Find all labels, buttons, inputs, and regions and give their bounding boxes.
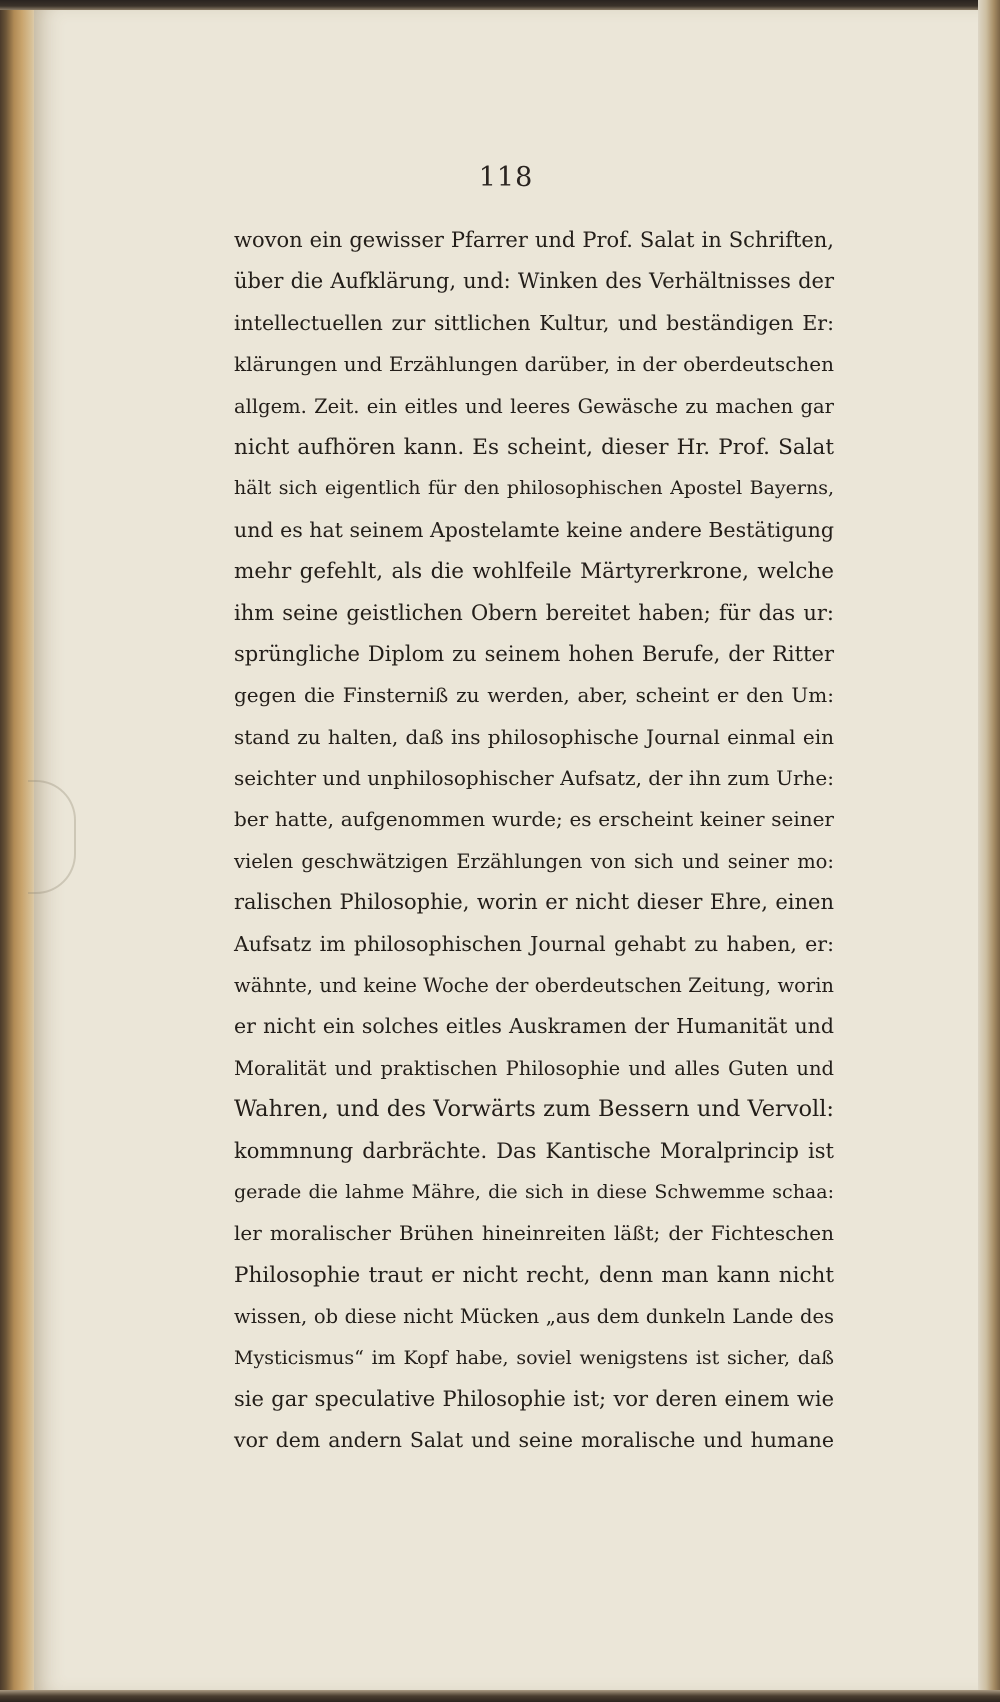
paper-stain: [28, 780, 76, 894]
text-line: Moralität und praktischen Philosophie und alles Guten und: [234, 1056, 834, 1080]
text-line: kommnung darbrächte. Das Kantische Moralprincip ist: [234, 1138, 834, 1163]
text-line: sie gar speculative Philosophie ist; vor deren einem wie: [234, 1386, 834, 1411]
text-line: ihm seine geistlichen Obern bereitet haben; für das ur:: [234, 600, 834, 625]
text-line: wissen, ob diese nicht Mücken „aus dem dunkeln Lande des: [234, 1305, 834, 1329]
body-text: [234, 220, 834, 1462]
text-line: vielen geschwätzigen Erzählungen von sich und seiner mo:: [234, 849, 834, 873]
text-line: ber hatte, aufgenommen wurde; es erscheint keiner seiner: [234, 807, 834, 832]
book-bottom-edge: [0, 1690, 1000, 1702]
book-page-edges: [978, 0, 1000, 1702]
text-line: Wahren, und des Vorwärts zum Bessern und Vervoll:: [234, 1096, 834, 1123]
text-line: stand zu halten, daß ins philosophische Journal einmal ein: [234, 724, 834, 749]
text-line: Philosophie traut er nicht recht, denn man kann nicht: [234, 1262, 834, 1288]
text-line: er nicht ein solches eitles Auskramen der Humanität und: [234, 1014, 834, 1039]
text-line: hält sich eigentlich für den philosophischen Apostel Bayerns,: [234, 477, 834, 500]
text-line: und es hat seinem Apostelamte keine andere Bestätigung: [234, 517, 834, 542]
text-line: wähnte, und keine Woche der oberdeutschen Zeitung, worin: [234, 974, 834, 998]
text-line: Mysticismus“ im Kopf habe, soviel wenigstens ist sicher, daß: [234, 1346, 834, 1369]
text-line: gegen die Finsterniß zu werden, aber, scheint er den Um:: [234, 683, 834, 708]
text-line: seichter und unphilosophischer Aufsatz, der ihn zum Urhe:: [234, 766, 834, 791]
page-number: 118: [478, 162, 534, 193]
text-line: gerade die lahme Mähre, die sich in diese Schwemme schaa:: [234, 1180, 834, 1203]
text-line: wovon ein gewisser Pfarrer und Prof. Salat in Schriften,: [234, 228, 834, 252]
text-line: vor dem andern Salat und seine moralische und humane: [234, 1428, 834, 1453]
text-line: über die Aufklärung, und: Winken des Verhältnisses der: [234, 269, 834, 294]
text-line: ler moralischer Brühen hineinreiten läßt; der Fichteschen: [234, 1221, 834, 1246]
text-line: intellectuellen zur sittlichen Kultur, und beständigen Er:: [234, 310, 834, 335]
text-line: allgem. Zeit. ein eitles und leeres Gewäsche zu machen gar: [234, 394, 834, 418]
book-top-edge: [0, 0, 1000, 10]
text-line: nicht aufhören kann. Es scheint, dieser Hr. Prof. Salat: [234, 434, 834, 460]
text-line: ralischen Philosophie, worin er nicht dieser Ehre, einen: [234, 890, 834, 915]
text-line: klärungen und Erzählungen darüber, in der oberdeutschen: [234, 352, 834, 377]
text-line: mehr gefehlt, als die wohlfeile Märtyrerkrone, welche: [234, 559, 834, 585]
text-line: sprüngliche Diplom zu seinem hohen Berufe, der Ritter: [234, 641, 834, 666]
page-paper: [34, 10, 978, 1690]
text-line: Aufsatz im philosophischen Journal gehabt zu haben, er:: [234, 931, 834, 956]
